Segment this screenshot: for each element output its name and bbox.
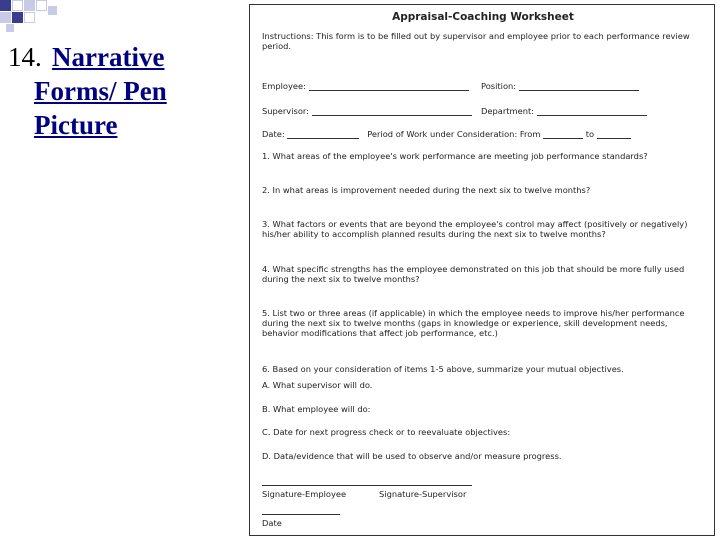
appraisal-worksheet-image: [249, 4, 715, 536]
supervisor-label: Supervisor:: [262, 106, 309, 116]
question-1: 1. What areas of the employee's work performance are meeting job performance standards?: [262, 151, 648, 161]
supervisor-field: [262, 106, 472, 116]
worksheet-title: Appraisal-Coaching Worksheet: [392, 11, 574, 23]
sub-item-b: B. What employee will do:: [262, 404, 371, 414]
decorative-checker-pattern: [0, 0, 60, 34]
date-period-field: [262, 129, 631, 139]
period-label: Period of Work under Consideration: From: [367, 129, 541, 139]
slide-title-line2: Forms/ Pen: [34, 76, 167, 106]
position-label: Position:: [481, 81, 517, 91]
employee-field: [262, 81, 469, 91]
date-signature-line: [262, 514, 340, 515]
slide-title: [8, 40, 238, 142]
question-3: 3. What factors or events that are beyond the employee's control may affect (positively or negatively) his/her ability to accomplish planned results during the next six to twelve months?: [262, 219, 688, 239]
worksheet-instructions: Instructions: This form is to be filled out by supervisor and employee prior to each performance review period.: [262, 31, 690, 51]
slide-number: 14.: [8, 42, 42, 72]
signature-supervisor-label: Signature-Supervisor: [379, 489, 467, 499]
question-6: 6. Based on your consideration of items 1-5 above, summarize your mutual objectives.: [262, 364, 624, 374]
question-4: 4. What specific strengths has the employee demonstrated on this job that should be more fully used during the next six to twelve months?: [262, 264, 685, 284]
employee-label: Employee:: [262, 81, 306, 91]
sub-item-d: D. Data/evidence that will be used to observe and/or measure progress.: [262, 451, 562, 461]
date-label: Date:: [262, 129, 285, 139]
sub-item-a: A. What supervisor will do.: [262, 380, 373, 390]
question-5: 5. List two or three areas (if applicable) in which the employee needs to improve his/her performance during the next six to twelve months (gaps in knowledge or experience, skill development needs, behavior modifications that affect job performance, etc.): [262, 308, 685, 338]
to-label: to: [585, 129, 595, 139]
signature-employee-label: Signature-Employee: [262, 489, 347, 499]
department-field: [481, 106, 647, 116]
position-field: [481, 81, 639, 91]
sub-item-c: C. Date for next progress check or to reevaluate objectives:: [262, 427, 511, 437]
signature-date-label: Date: [262, 518, 282, 528]
slide-title-line3: Picture: [34, 110, 118, 140]
signature-line: [262, 485, 472, 486]
department-label: Department:: [481, 106, 535, 116]
question-2: 2. In what areas is improvement needed during the next six to twelve months?: [262, 185, 591, 195]
slide-title-line1: Narrative: [52, 42, 165, 72]
